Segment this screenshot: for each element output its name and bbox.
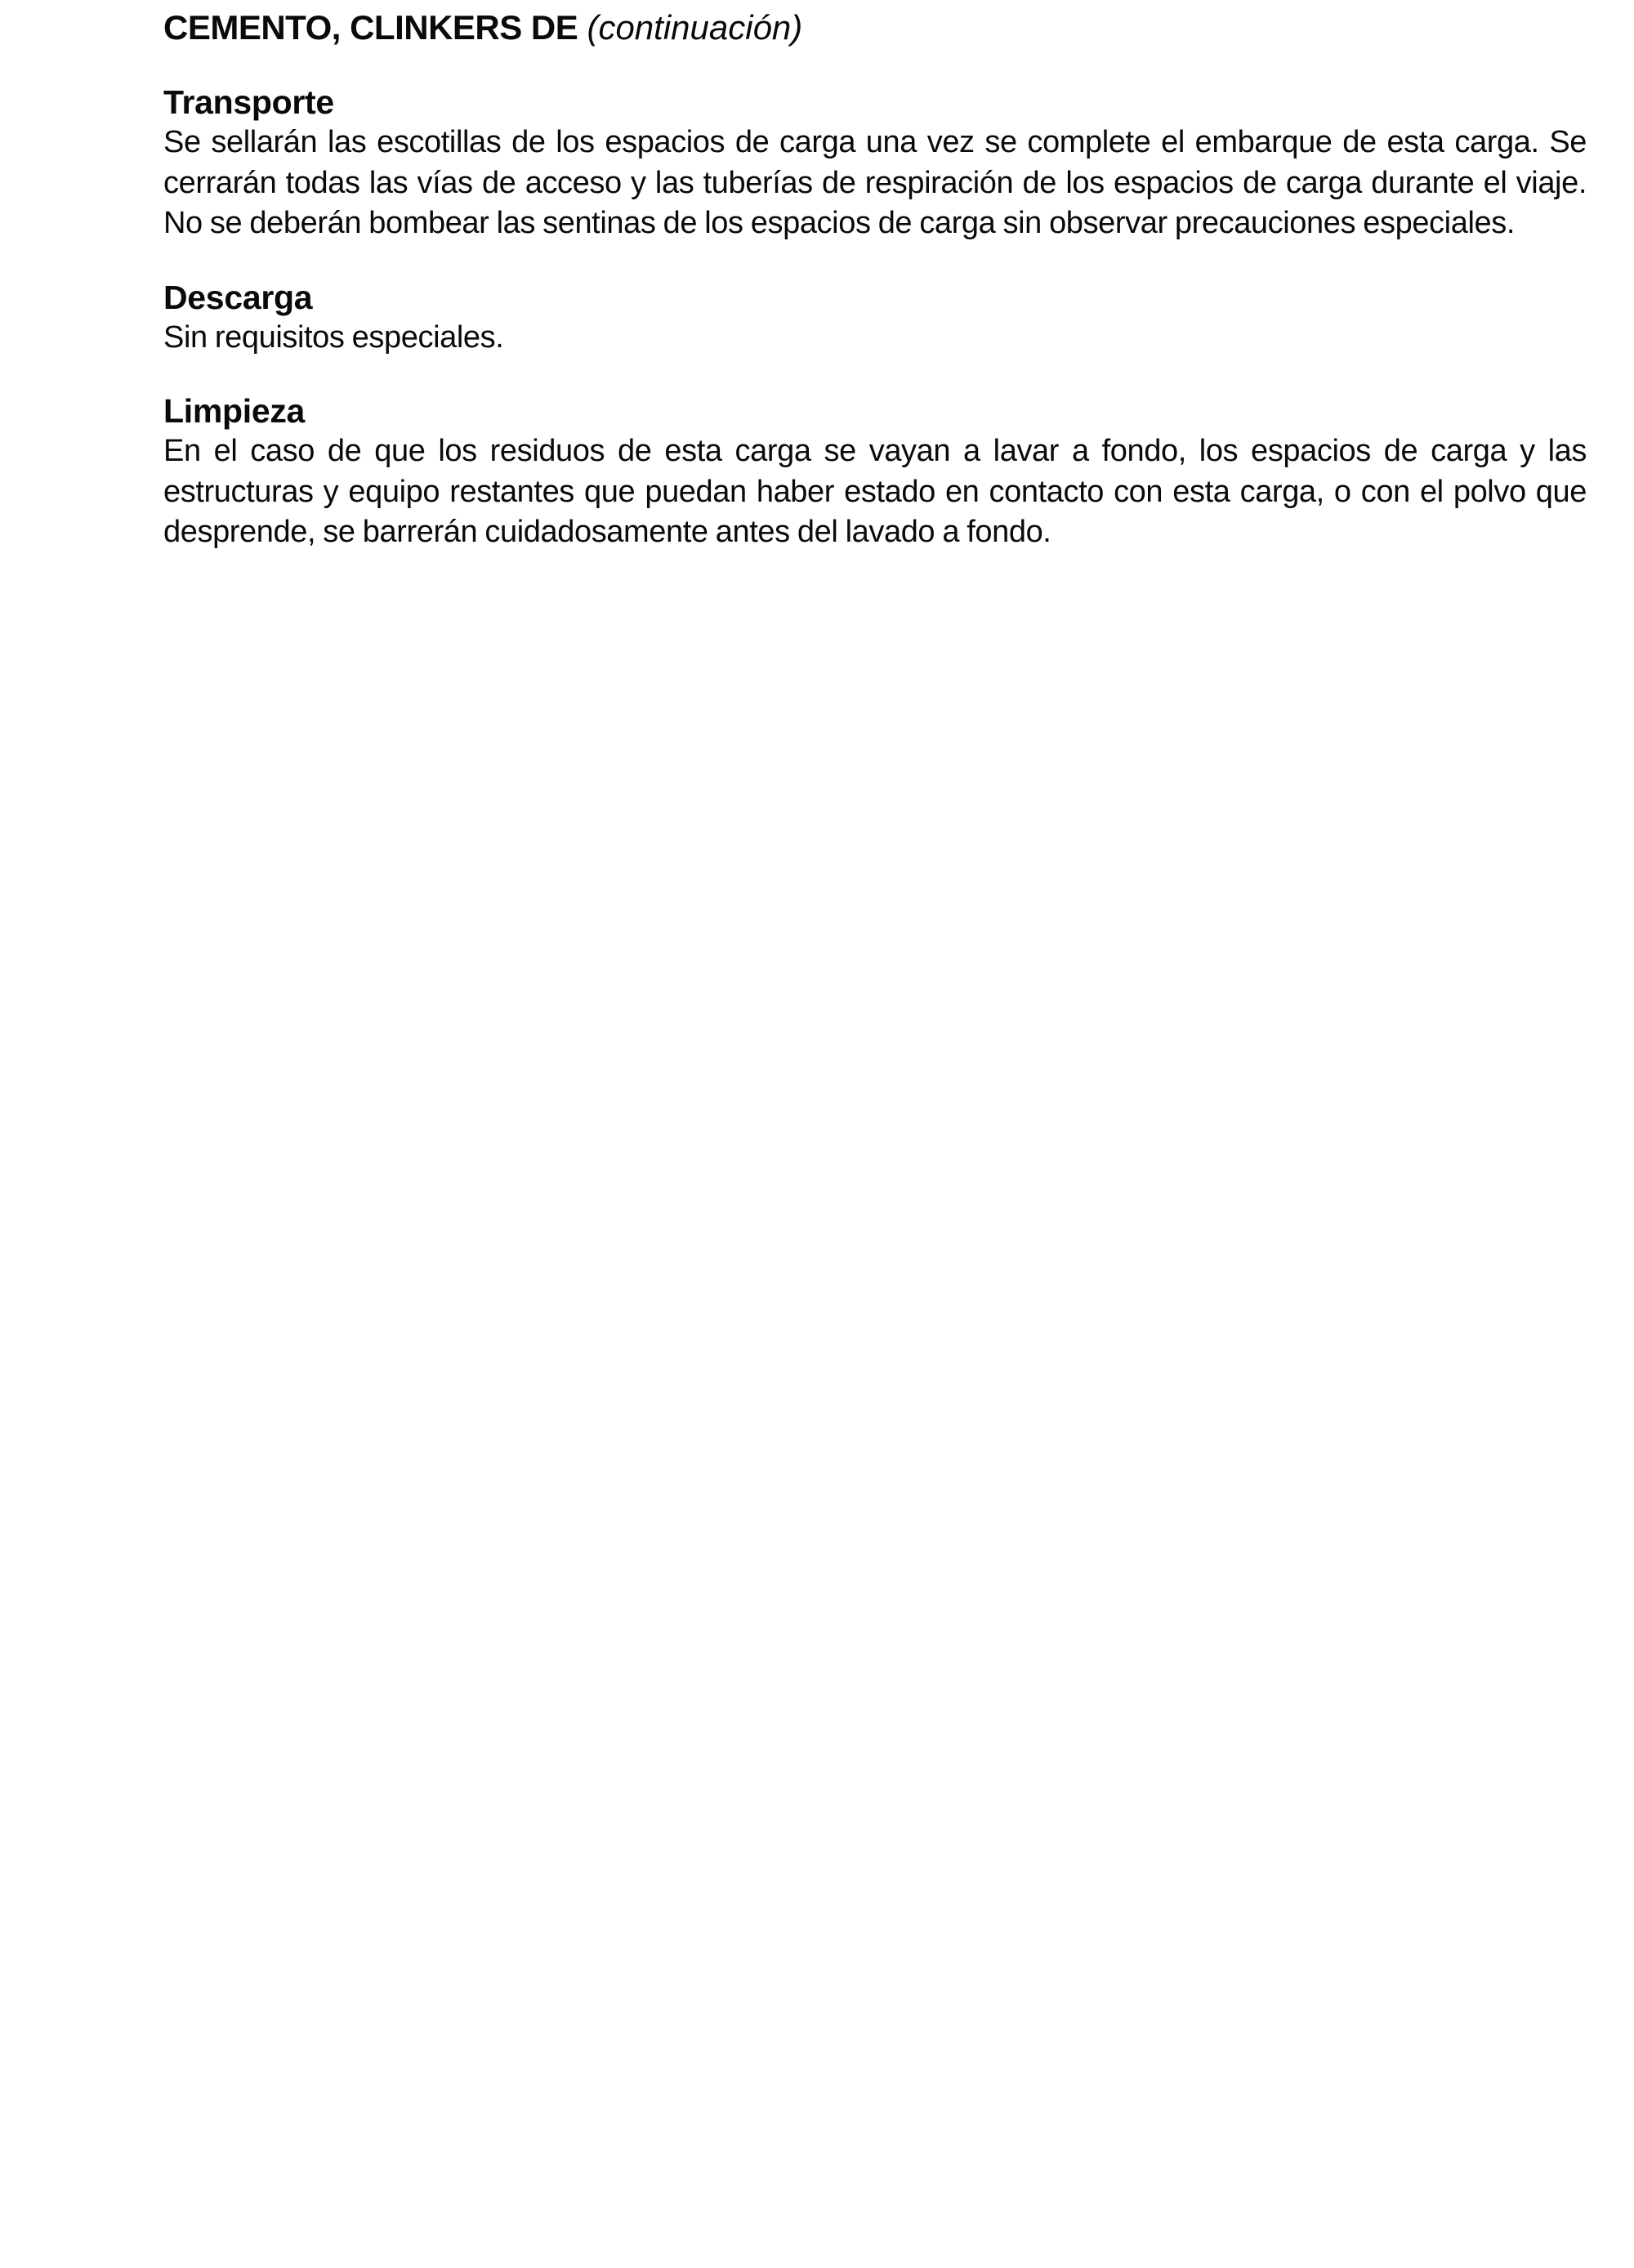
page-title-main: CEMENTO, CLINKERS DE (163, 8, 578, 47)
section-heading-transporte: Transporte (163, 83, 334, 121)
page-title (163, 0, 1587, 52)
page-title-continuation: (continuación) (587, 8, 803, 47)
section-heading-limpieza: Limpieza (163, 392, 306, 430)
section-body-descarga: Sin requisitos especiales. (163, 319, 504, 355)
section-limpieza (163, 391, 1587, 553)
section-transporte (163, 82, 1587, 244)
section-body-limpieza: En el caso de que los residuos de esta carga se vayan a lavar a fondo, los espacios de carga y las estructuras y equipo restantes que puedan haber estado en contacto con esta carga, o con el polvo que desprende, se barrerán cuidadosamente antes del lavado a fondo. (163, 434, 1587, 549)
document-page (163, 0, 1587, 553)
section-heading-descarga: Descarga (163, 278, 313, 316)
section-body-transporte: Se sellarán las escotillas de los espacios de carga una vez se complete el embarque de esta carga. Se cerrarán todas las vías de acceso y las tuberías de respiración de los espacios de carga durante el viaje. No se deberán bombear las sentinas de los espacios de carga sin observar precauciones especiales. (163, 125, 1587, 240)
section-descarga (163, 277, 1587, 359)
